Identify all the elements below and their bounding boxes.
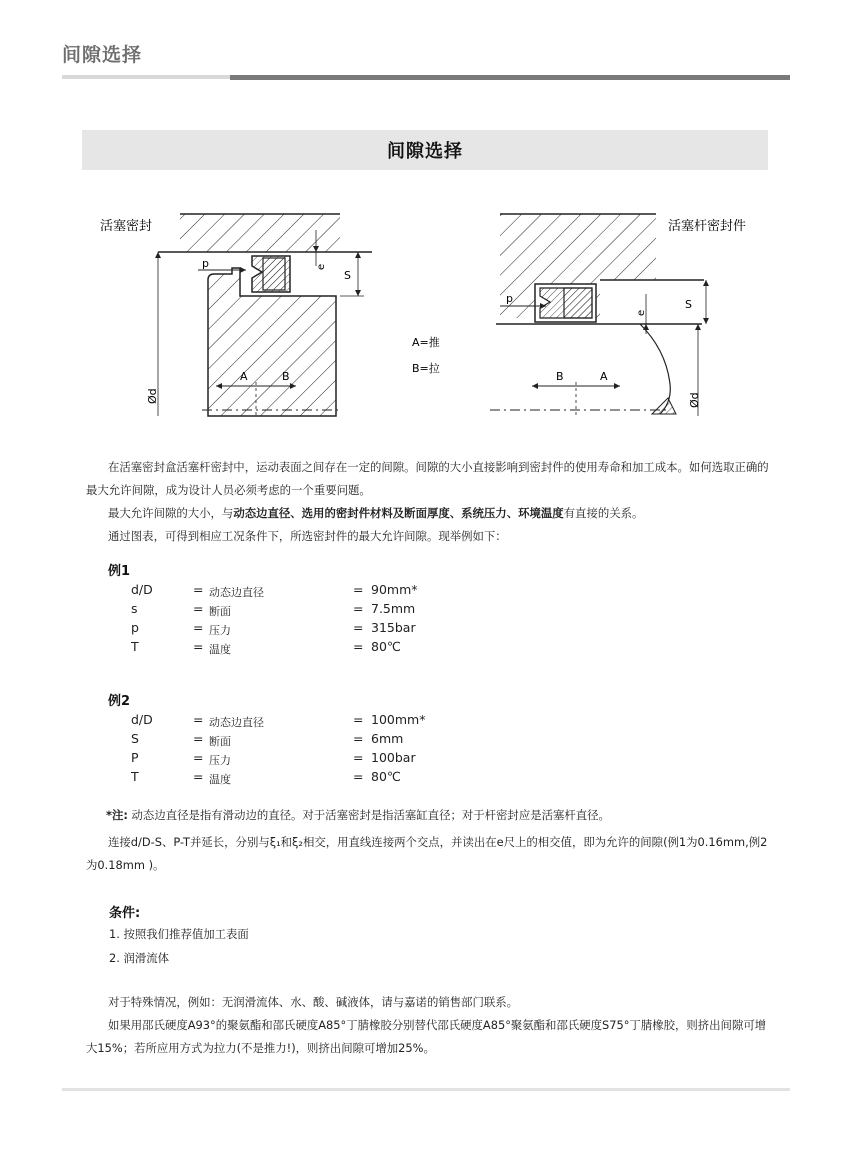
- example1-row: d/D = 动态边直径 = 90mm*: [131, 582, 418, 599]
- condition-item: 2. 润滑流体: [109, 951, 170, 965]
- special-cases-paragraph: 对于特殊情况，例如：无润滑流体、水、酸、碱液体，请与嘉诺的销售部门联系。: [108, 995, 519, 1009]
- example2-row: P = 压力 = 100bar: [131, 750, 416, 767]
- example1-title: 例1: [108, 564, 131, 579]
- example2-row: T = 温度 = 80℃: [131, 769, 401, 786]
- label-e-left: e: [316, 263, 327, 270]
- note-label: *注:: [106, 808, 128, 822]
- header-rule-dark: [230, 75, 790, 80]
- label-e-right: e: [636, 309, 647, 316]
- label-p: p: [202, 257, 209, 270]
- label-p-right: p: [506, 292, 513, 305]
- note-paragraph: [106, 804, 770, 827]
- note-method-paragraph: 连接d/D-S、P-T并延长，分别与ξ₁和ξ₂相交，用直线连接两个交点，并读出在e尺上的相交值，即为允许的间隙(例1为0.16mm,例2为0.18mm )。: [86, 835, 768, 872]
- example2-title: 例2: [108, 694, 131, 709]
- note-text: 动态边直径是指有滑动边的直径。对于活塞密封是指活塞缸直径；对于杆密封应是活塞杆直径。: [131, 808, 610, 822]
- example2-row: S = 断面 = 6mm: [131, 731, 404, 748]
- example1-row: T = 温度 = 80℃: [131, 639, 401, 656]
- rod-seal-title: 活塞杆密封件: [668, 219, 747, 234]
- section-banner-title: 间隙选择: [387, 141, 463, 162]
- label-d-right: Ød: [688, 392, 701, 408]
- factors-pre: 最大允许间隙的大小，与: [108, 506, 234, 520]
- label-d-left: Ød: [146, 388, 159, 404]
- label-s-right: S: [685, 298, 692, 311]
- conditions-title: 条件:: [109, 906, 141, 921]
- label-s-left: S: [344, 269, 351, 282]
- label-b-right: B: [556, 370, 564, 383]
- example2-row: d/D = 动态边直径 = 100mm*: [131, 712, 426, 729]
- intro-paragraph: 在活塞密封盒活塞杆密封中，运动表面之间存在一定的间隙。间隙的大小直接影响到密封件的使用寿命和加工成本。如何选取正确的最大允许间隙，成为设计人员必须考虑的一个重要问题。: [86, 460, 769, 497]
- condition-item: 1. 按照我们推荐值加工表面: [109, 927, 249, 941]
- rod-seal-figure: [490, 214, 746, 416]
- label-a-right: A: [600, 370, 608, 383]
- factors-paragraph: [86, 502, 770, 525]
- example1-row: p = 压力 = 315bar: [131, 620, 416, 637]
- factors-post: 有直接的关系。: [563, 506, 644, 520]
- example1-row: s = 断面 = 7.5mm: [131, 601, 416, 618]
- clearance-diagram: [80, 200, 770, 430]
- label-b-left: B: [282, 370, 290, 383]
- header-rule-light: [62, 75, 230, 79]
- factors-bold: 动态边直径、选用的密封件材料及断面厚度、系统压力、环境温度: [233, 506, 564, 520]
- piston-seal-title: 活塞密封: [100, 218, 153, 233]
- label-a-left: A: [240, 370, 248, 383]
- piston-seal-figure: [100, 214, 372, 416]
- page-header-title: 间隙选择: [62, 44, 143, 66]
- legend-push: A=推: [412, 336, 440, 349]
- legend-pull: B=拉: [412, 362, 440, 375]
- hardness-paragraph: 如果用邵氏硬度A93°的聚氨酯和邵氏硬度A85°丁腈橡胶分别替代邵氏硬度A85°聚氨酯和邵氏硬度S75°丁腈橡胶，则挤出间隙可增大15%；若所应用方式为拉力(不是推力!)，则挤出间隙可增加25%。: [86, 1018, 767, 1055]
- section-banner: [82, 130, 768, 170]
- footer-rule: [62, 1088, 790, 1091]
- method-paragraph: 通过图表，可得到相应工况条件下，所选密封件的最大允许间隙。现举例如下：: [108, 529, 507, 543]
